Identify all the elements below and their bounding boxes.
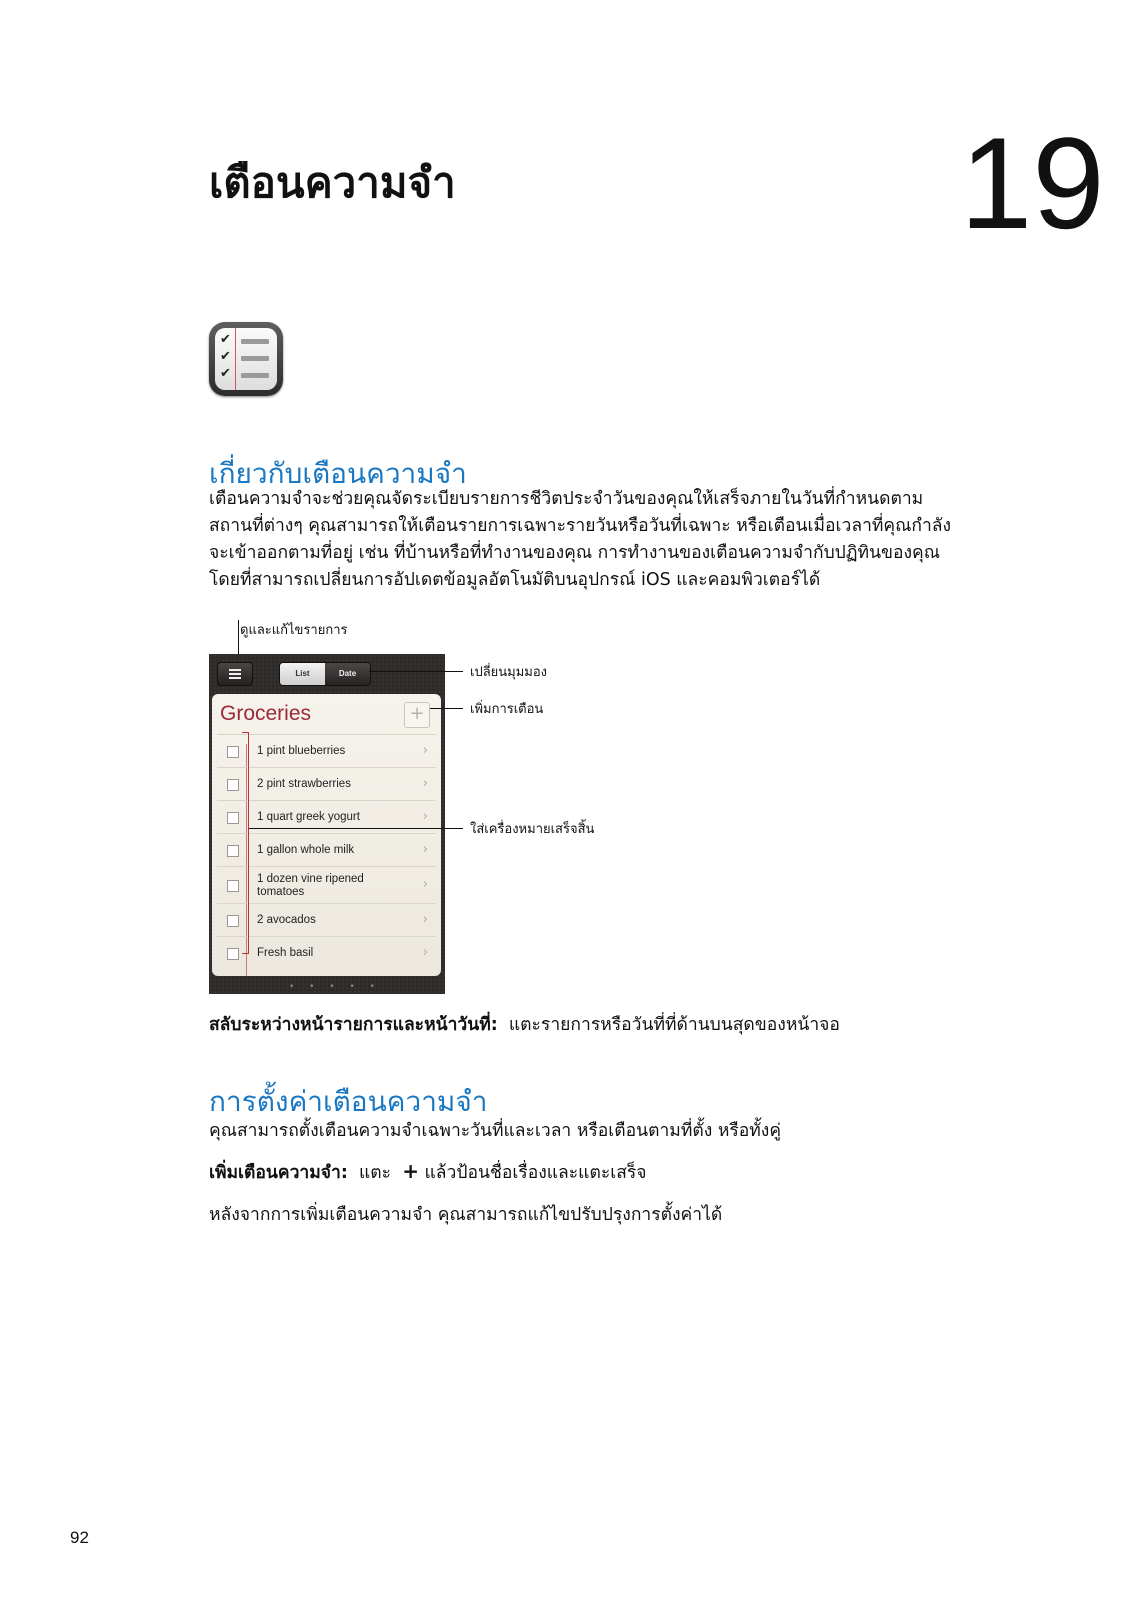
checkbox-bracket-bottom bbox=[242, 953, 249, 954]
checkbox[interactable] bbox=[227, 845, 239, 857]
checkbox[interactable] bbox=[227, 746, 239, 758]
add-reminder-button[interactable]: + bbox=[404, 702, 430, 728]
list-item-label: 1 dozen vine ripened tomatoes bbox=[257, 873, 364, 898]
checkbox[interactable] bbox=[227, 880, 239, 892]
chapter-number: 19 bbox=[960, 110, 1105, 256]
callout-line-mark-done bbox=[249, 828, 463, 829]
chevron-right-icon: › bbox=[422, 877, 428, 892]
list-item[interactable] bbox=[217, 833, 436, 867]
body-line: เตือนความจำจะช่วยคุณจัดระเบียบรายการชีวิตประจำวันของคุณให้เสร็จภายในวันที่กำหนดตาม bbox=[209, 489, 924, 509]
callout-add-reminder: เพิ่มการเตือน bbox=[470, 702, 544, 717]
callout-line-add-reminder bbox=[430, 708, 463, 709]
list-item[interactable] bbox=[217, 767, 436, 801]
lists-menu-button[interactable] bbox=[217, 662, 253, 686]
after-add-text bbox=[209, 1202, 722, 1229]
checkbox[interactable] bbox=[227, 915, 239, 927]
list-item-label: 1 pint blueberries bbox=[257, 745, 346, 757]
list-item[interactable] bbox=[217, 866, 436, 904]
chevron-right-icon: › bbox=[422, 842, 428, 857]
after-add-line: หลังจากการเพิ่มเตือนความจำ คุณสามารถแก้ไขปรับปรุงการตั้งค่าได้ bbox=[209, 1205, 723, 1225]
setup-intro-text: คุณสามารถตั้งเตือนความจำเฉพาะวันที่และเวลา หรือเตือนตามที่ตั้ง หรือทั้งคู่ bbox=[209, 1121, 782, 1141]
section-heading-setup: การตั้งค่าเตือนความจำ bbox=[209, 1085, 488, 1118]
segment-list[interactable]: List bbox=[280, 663, 325, 685]
page-indicator: • • • • • bbox=[289, 982, 381, 992]
list-item-label: 1 gallon whole milk bbox=[257, 844, 355, 856]
body-line: สถานที่ต่างๆ คุณสามารถให้เตือนรายการเฉพาะรายวันหรือวันที่เฉพาะ หรือเตือนเมื่อเวลาที่คุณกำลัง bbox=[209, 516, 952, 536]
chevron-right-icon: › bbox=[422, 776, 428, 791]
add-reminder-instruction bbox=[209, 1158, 647, 1187]
tip-switch-view bbox=[209, 1012, 840, 1039]
list-item[interactable] bbox=[217, 734, 436, 768]
callout-view-edit: ดูและแก้ไขรายการ bbox=[240, 623, 348, 638]
callout-mark-done: ใส่เครื่องหมายเสร็จสิ้น bbox=[470, 822, 595, 837]
list-item-label: 1 quart greek yogurt bbox=[257, 811, 360, 823]
checkbox-bracket-top bbox=[242, 732, 249, 733]
body-line: โดยที่สามารถเปลี่ยนการอัปเดตข้อมูลอัตโนมัติบนอุปกรณ์ iOS และคอมพิวเตอร์ได้ bbox=[209, 570, 821, 590]
callout-change-view: เปลี่ยนมุมมอง bbox=[470, 665, 548, 680]
list-item[interactable] bbox=[217, 903, 436, 937]
tip-text: แตะรายการหรือวันที่ที่ด้านบนสุดของหน้าจอ bbox=[508, 1015, 840, 1035]
add-text-before: แตะ bbox=[359, 1163, 392, 1183]
section-heading-about: เกี่ยวกับเตือนความจำ bbox=[209, 457, 467, 490]
list-title: Groceries bbox=[220, 702, 312, 725]
chevron-right-icon: › bbox=[422, 912, 428, 927]
checkbox[interactable] bbox=[227, 779, 239, 791]
plus-icon: + bbox=[402, 1159, 419, 1183]
checkbox[interactable] bbox=[227, 948, 239, 960]
body-line: จะเข้าออกตามที่อยู่ เช่น ที่บ้านหรือที่ทำงานของคุณ การทำงานของเตือนความจำกับปฏิทินของคุณ bbox=[209, 543, 941, 563]
list-item-label: 2 pint strawberries bbox=[257, 778, 351, 790]
segment-date[interactable]: Date bbox=[325, 663, 370, 685]
add-text-after: แล้วป้อนชื่อเรื่องและแตะเสร็จ bbox=[424, 1163, 647, 1183]
checkbox-bracket bbox=[248, 732, 249, 954]
list-item[interactable] bbox=[217, 936, 436, 970]
list-item-label: Fresh basil bbox=[257, 947, 314, 959]
checkbox[interactable] bbox=[227, 812, 239, 824]
add-label: เพิ่มเตือนความจำ: bbox=[209, 1163, 348, 1183]
chevron-right-icon: › bbox=[422, 743, 428, 758]
chapter-title: เตือนความจำ bbox=[209, 158, 456, 207]
callout-line-change-view bbox=[369, 671, 463, 672]
section-setup-intro bbox=[209, 1118, 781, 1145]
reminders-screenshot bbox=[209, 654, 445, 994]
chevron-right-icon: › bbox=[422, 945, 428, 960]
list-item-label: 2 avocados bbox=[257, 914, 316, 926]
view-segmented-control[interactable] bbox=[279, 662, 371, 686]
chevron-right-icon: › bbox=[422, 809, 428, 824]
section-about-body bbox=[209, 486, 951, 594]
tip-label: สลับระหว่างหน้ารายการและหน้าวันที่: bbox=[209, 1015, 498, 1035]
reminders-app-icon: ✔ ✔ ✔ bbox=[209, 322, 283, 396]
page-number: 92 bbox=[70, 1528, 89, 1547]
list-paper bbox=[212, 694, 441, 976]
